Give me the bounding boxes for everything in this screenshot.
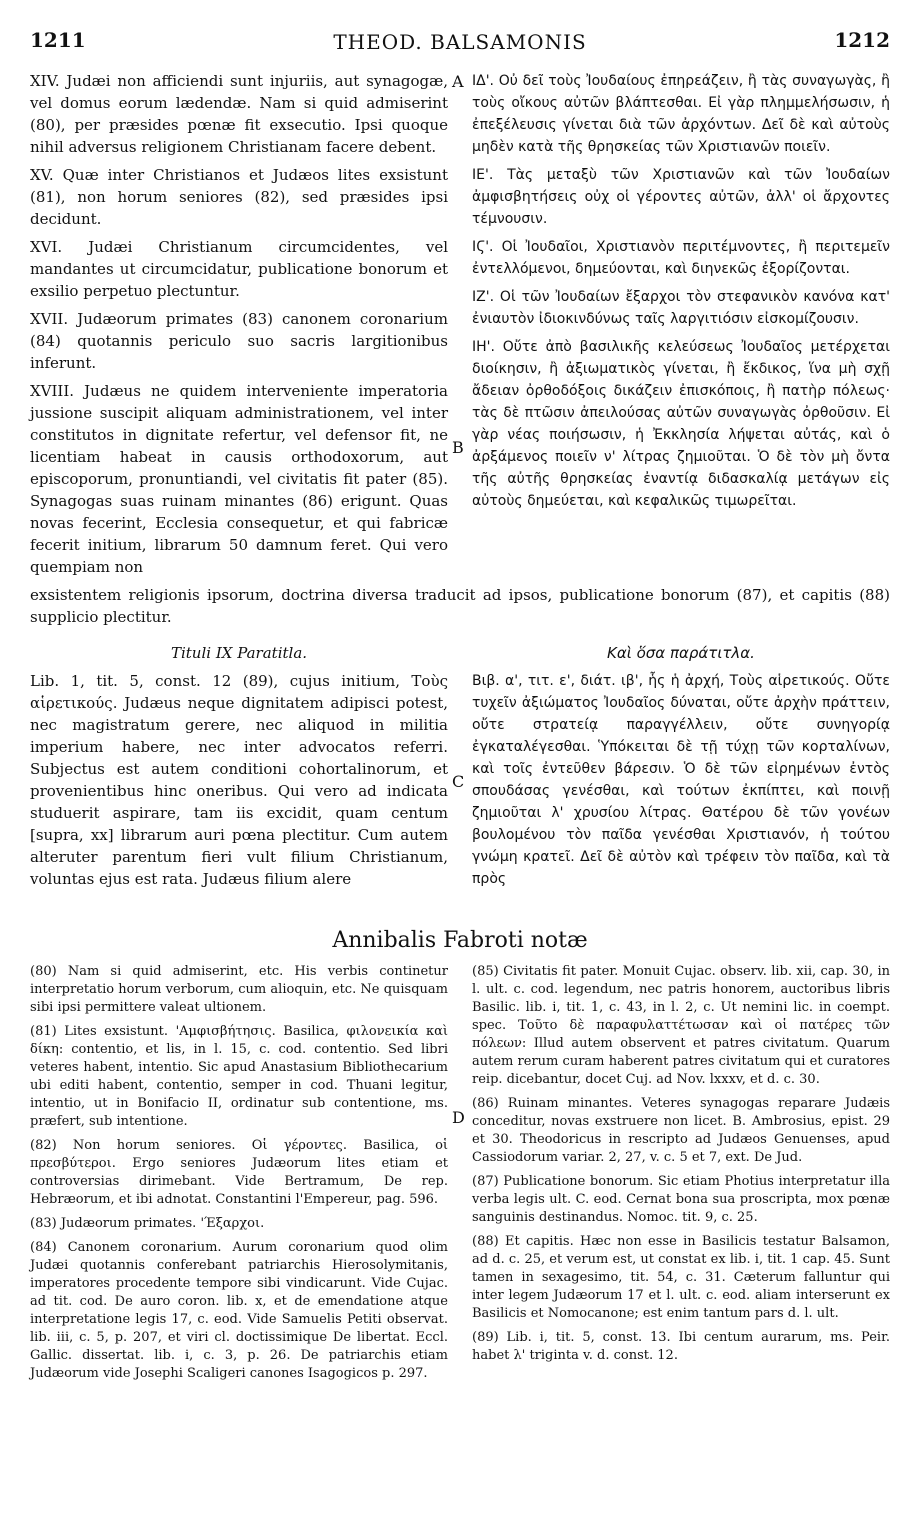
- greek-paratitla: [472, 638, 890, 896]
- full-width-line: exsistentem religionis ipsorum, doctrina diversa traducit ad ipsos, publicatione bonorum (87), et capitis (88) supplicio plectitur.: [30, 586, 890, 626]
- page-header: [30, 20, 890, 60]
- latin-column: [30, 70, 448, 584]
- greek-chapter-16: ΙϚ'. Οἱ Ἰουδαῖοι, Χριστιανὸν περιτέμνοντες, ἢ περιτεμεῖν ἐντελλόμενοι, δημεύονται, καὶ διηνεκῶς ἐξορίζονται.: [472, 239, 890, 277]
- greek-chapter-15: ΙΕ'. Τὰς μεταξὺ τῶν Χριστιανῶν καὶ τῶν Ἰουδαίων ἀμφισβητήσεις οὐχ οἱ γέροντες αὐτῶν, ἀλλ' οἱ ἄρχοντες τέμνουσιν.: [472, 167, 890, 227]
- latin-chapter-xvi: XVI. Judæi Christianum circumcidentes, vel mandantes ut circumcidatur, publicatione bonorum et exsilio perpetuo plectuntur.: [30, 238, 448, 300]
- margin-letter-d: D: [452, 1108, 465, 1127]
- note-81: (81) Lites exsistunt. 'Αμφισβήτησις. Basilica, φιλονεικία καὶ δίκη: contentio, et lis, in l. 15, c. cod. contentio. Sed libri veteres habent, intentio. Sic apud Anastasium Bibliothecarium ubi editi habent, contentio, semper in cod. Thuani legitur, intentio, ut in Bonifacio II, ordinatur sub contentione, ms. præfert, sub intentione.: [30, 1024, 448, 1129]
- latin-paratitla: [30, 638, 448, 896]
- margin-letter-a: A: [452, 72, 464, 91]
- margin-letter-b: B: [452, 438, 464, 457]
- note-83: (83) Judæorum primates. 'Έξαρχοι.: [30, 1216, 265, 1231]
- greek-subheading: Καὶ ὅσα παράτιτλα.: [607, 644, 755, 662]
- latin-subheading: Tituli IX Paratitla.: [170, 644, 308, 662]
- note-80: (80) Nam si quid admiserint, etc. His verbis continetur interpretatio horum verborum, cum alioquin, etc. Ne quisquam sibi ipsi permittere valeat ultionem.: [30, 964, 448, 1015]
- note-86: (86) Ruinam minantes. Veteres synagogas reparare Judæis conceditur, novas exstruere non licet. B. Ambrosius, epist. 29 et 30. Theodoricus in rescripto ad Judæos Genuenses, apud Cassiodorum variar. 2, 27, v. c. 5 et 7, ext. De Jud.: [472, 1096, 890, 1165]
- latin-paratitla-text: Lib. 1, tit. 5, const. 12 (89), cujus initium, Τοὺς αἱρετικούς. Judæus neque dignitatem adipisci potest, nec magistratum gerere, nec aliquod in militia imperium habere, nec inter advocatos referri. Subjectus est autem conditioni cohortalinorum, et provenientibus hinc oneribus. Qui vero ad indicata studuerit aspirare, tam iis excidit, quam centum [supra, xx] librarum auri pœna plectitur. Cum autem alteruter parentum fieri vult filium Christianum, voluntas ejus est rata. Judæus filium alere: [30, 672, 448, 888]
- notes-right-column: [472, 963, 890, 1389]
- greek-paratitla-text: Βιβ. α', τιτ. ε', διάτ. ιβ', ἧς ἡ ἀρχή, Τοὺς αἱρετικούς. Οὔτε τυχεῖν ἀξιώματος Ἰουδαῖος δύναται, οὔτε ἀρχὴν πράττειν, οὔτε στρατείᾳ παραγγέλλειν, οὔτε συνηγορίᾳ ἐγκαταλέγεσθαι. Ὑπόκειται δὲ τῇ τύχῃ τῶν κορταλίνων, καὶ τοῖς ἐντεῦθεν βάρεσιν. Ὁ δὲ τῶν εἰρημένων ἐντὸς σπουδάσας γενέσθαι, καὶ τούτων ἐκπίπτει, καὶ ποινῇ ζημιοῦται λ' χρυσίου λίτρας. Θατέρου δὲ τῶν γονέων βουλομένου τὸν παῖδα γενέσθαι Χριστιανόν, ἡ τούτου γνώμη κρατεῖ. Δεῖ δὲ αὐτὸν καὶ τρέφειν τὸν παῖδα, καὶ τὰ πρὸς: [472, 673, 890, 887]
- notes-columns: [30, 963, 890, 1389]
- running-title: THEOD. BALSAMONIS: [333, 30, 587, 54]
- greek-chapter-18: ΙΗ'. Οὔτε ἀπὸ βασιλικῆς κελεύσεως Ἰουδαῖος μετέρχεται διοίκησιν, ἢ ἀξιωματικὸς γίνεται, ἢ ἔκδικος, ἵνα μὴ σχῇ ἄδειαν ὀρθοδόξοις δικάζειν ἐπισκόποις, ἢ πατὴρ πόλεως· τὰς δὲ πτῶσιν ἀπειλούσας αὐτῶν συναγωγὰς ὀρθοῦσιν. Εἰ γὰρ νέας ποιήσωσιν, ἡ Ἐκκλησία λήψεται αὐτάς, καὶ ὁ ἀρξάμενος ποιεῖν ν' λίτρας ζημιοῦται. Ὁ δὲ τὸν μὴ ὄντα τῆς αὐτῆς θρησκείας ἐναντίᾳ διδασκαλίᾳ μετάγων εἰς αὐτοὺς δημεύεται, καὶ κεφαλικῶς τιμωρεῖται.: [472, 339, 890, 509]
- note-84: (84) Canonem coronarium. Aurum coronarium quod olim Judæi quotannis conferebant patriarchis Hierosolymitanis, imperatores procedente tempore sibi vindicarunt. Vide Cujac. ad tit. cod. De auro coron. lib. x, et de emendatione atque interpretatione legis 17, c. eod. Vide Samuelis Petiti observat. lib. iii, c. 5, p. 207, et viri cl. doctissimique De libertat. Eccl. Gallic. dissertat. lib. i, c. 3, p. 26. De patriarchis etiam Judæorum vide Josephi Scaligeri canones Isagogicos p. 297.: [30, 1240, 448, 1381]
- note-87: (87) Publicatione bonorum. Sic etiam Photius interpretatur illa verba legis ult. C. eod. Cernat bona sua proscripta, mox pœnæ sanguinis destinandus. Nomoc. tit. 9, c. 25.: [472, 1174, 890, 1225]
- notes-left-column: [30, 963, 448, 1389]
- latin-chapter-xv: XV. Quæ inter Christianos et Judæos lites exsistunt (81), non horum seniores (82), sed præsides ipsi decidunt.: [30, 166, 448, 228]
- greek-chapter-14: ΙΔ'. Οὐ δεῖ τοὺς Ἰουδαίους ἐπηρεάζειν, ἢ τὰς συναγωγὰς, ἢ τοὺς οἴκους αὐτῶν βλάπτεσθαι. Εἰ γὰρ πλημμελήσωσιν, ἡ ἐπεξέλευσις γίνεται διὰ τῶν ἀρχόντων. Δεῖ δὲ καὶ αὐτοὺς μηδὲν κατὰ τῆς θρησκείας τῶν Χριστιανῶν ποιεῖν.: [472, 73, 890, 155]
- main-text: [30, 70, 890, 896]
- notes-title: Annibalis Fabroti notæ: [332, 928, 588, 953]
- note-88: (88) Et capitis. Hæc non esse in Basilicis testatur Balsamon, ad d. c. 25, et verum est, ut constat ex lib. i, tit. 1 cap. 45. Sunt tamen in sexagesimo, tit. 54, c. 31. Cæterum falluntur qui inter legem Judæorum 17 et l. ult. c. eod. aliam interserunt ex Basilicis et Nomocanone; est enim tantum pars d. l. ult.: [472, 1234, 890, 1321]
- greek-chapter-17: ΙΖ'. Οἱ τῶν Ἰουδαίων ἔξαρχοι τὸν στεφανικὸν κανόνα κατ' ἐνιαυτὸν ἰδιοκινδύνως ταῖς λαργιτιόσιν εἰσκομίζουσιν.: [472, 289, 890, 327]
- right-page-number: 1212: [834, 28, 890, 52]
- margin-letter-c: C: [452, 772, 465, 791]
- upper-columns: [30, 70, 890, 584]
- paratitla-columns: [30, 638, 890, 896]
- latin-chapter-xvii: XVII. Judæorum primates (83) canonem coronarium (84) quotannis periculo suo sacris largitionibus inferunt.: [30, 310, 448, 372]
- note-89: (89) Lib. i, tit. 5, const. 13. Ibi centum aurarum, ms. Peir. habet λ' triginta v. d. const. 12.: [472, 1330, 890, 1363]
- greek-column: [472, 70, 890, 584]
- note-82: (82) Non horum seniores. Οἱ γέροντες. Basilica, οἱ πρεσβύτεροι. Ergo seniores Judæorum lites etiam et controversias dirimebant. Vide Bertramum, De rep. Hebræorum, et ibi adnotat. Constantini l'Empereur, pag. 596.: [30, 1138, 448, 1207]
- footnotes: [30, 928, 890, 1389]
- left-page-number: 1211: [30, 28, 86, 52]
- note-85: (85) Civitatis fit pater. Monuit Cujac. observ. lib. xii, cap. 30, in l. ult. c. cod. legendum, nec patris honorem, auctoribus libris Basilic. lib. i, tit. 1, c. 43, in l. 2, c. Ut nemini lic. in coempt. spec. Τοῦτο δὲ παραφυλαττέτωσαν καὶ οἱ πατέρες τῶν πόλεων: Illud autem observent et patres civitatum. Quarum autem rerum curam haberent patres civitatum qui et curatores reip. dicebantur, docet Cuj. ad Nov. lxxxv, et d. c. 30.: [472, 964, 890, 1087]
- latin-chapter-xiv: XIV. Judæi non afficiendi sunt injuriis, aut synagogæ, vel domus eorum lædendæ. Nam si quid admiserint (80), per præsides pœnæ fit exsecutio. Ipsi quoque nihil adversus religionem Christianam facere debent.: [30, 72, 448, 156]
- latin-chapter-xviii: XVIII. Judæus ne quidem interveniente imperatoria jussione suscipit aliquam administrationem, vel inter constitutos in dignitate refertur, vel defensor fit, ne licentiam habeat in causis orthodoxorum, aut episcoporum, pronuntiandi, vel civitatis fit pater (85). Synagogas suas ruinam minantes (86) erigunt. Quas novas fecerint, Ecclesia consequetur, et qui fabricæ fecerit initium, librarum 50 damnum feret. Qui vero quempiam non: [30, 382, 448, 576]
